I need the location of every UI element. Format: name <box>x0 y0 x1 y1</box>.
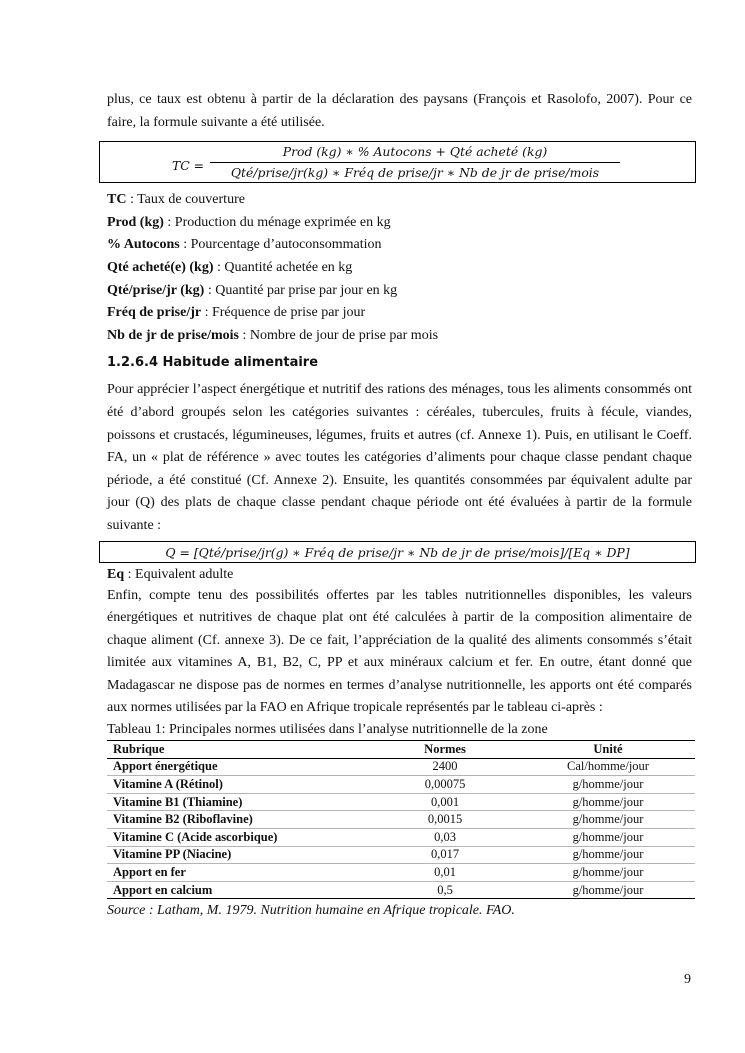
table-cell: 0,01 <box>369 864 521 882</box>
formula-tc-fraction <box>210 143 620 182</box>
definition-item <box>107 302 692 325</box>
section-paragraph: Pour apprécier l’aspect énergétique et nutritif des rations des ménages, tous les aliments consommés ont été d’abord groupés selon les catégories suivantes : céréales, tubercules, fruits à fécule, viandes, poissons et crustacés, légumineuses, légumes, fruits et autres (cf. Annexe 1). Puis, en utilisant le Coeff. FA, un « plat de référence » avec toutes les catégories d’aliments pour chaque classe pendant chaque période, a été constitué (Cf. Annexe 2). Ensuite, les quantités consommées par équivalent adulte par jour (Q) des plats de chaque classe pendant chaque période ont été évaluées à partir de la formule suivante : <box>107 382 692 533</box>
formula-q: Q = [Qté/prise/jr(g) ∗ Fréq de prise/jr ∗ Nb de jr de prise/mois]/[Eq ∗ DP] <box>165 544 630 560</box>
definition-desc: : Production du ménage exprimée en kg <box>163 214 391 230</box>
table-cell: Apport en fer <box>107 864 369 882</box>
table-cell: 0,00075 <box>369 776 521 794</box>
table-cell: g/homme/jour <box>521 776 695 794</box>
definition-item <box>107 212 692 235</box>
definition-item <box>107 280 692 303</box>
definition-term: TC <box>107 192 127 208</box>
formula-tc-box <box>99 141 696 183</box>
definition-item <box>107 189 692 212</box>
table-cell: 0,0015 <box>369 811 521 829</box>
table-cell: g/homme/jour <box>521 881 695 899</box>
table-cell: Vitamine C (Acide ascorbique) <box>107 829 369 847</box>
intro-paragraph: plus, ce taux est obtenu à partir de la déclaration des paysans (François et Rasolofo, 2007). Pour ce faire, la formule suivante a été utilisée. <box>107 92 692 130</box>
eq-definition <box>107 565 692 585</box>
definition-list <box>107 189 692 347</box>
definition-item <box>107 257 692 280</box>
table-cell: 0,001 <box>369 793 521 811</box>
table-cell: Vitamine B1 (Thiamine) <box>107 793 369 811</box>
table-cell: 0,5 <box>369 881 521 899</box>
source-note: Source : Latham, M. 1979. Nutrition humaine en Afrique tropicale. FAO. <box>107 903 515 919</box>
table-row <box>107 811 695 829</box>
table-row <box>107 846 695 864</box>
closing-paragraph: Enfin, compte tenu des possibilités offertes par les tables nutritionnelles disponibles, les valeurs énergétiques et nutritives de chaque plat ont été calculées à partir de la composition alimentaire de chaque aliment (Cf. annexe 3). De ce fait, l’appréciation de la qualité des aliments consommés s’était limitée aux vitamines A, B1, B2, C, PP et aux minéraux calcium et fer. En outre, étant donné que Madagascar ne dispose pas de normes en termes d’analyse nutritionnelle, les apports ont été comparés aux normes utilisées par la FAO en Afrique tropicale représentés par le tableau ci-après : <box>107 587 692 716</box>
table-cell: Cal/homme/jour <box>521 758 695 776</box>
definition-term: Prod (kg) <box>107 214 164 230</box>
definition-desc: : Taux de couverture <box>126 192 245 208</box>
table-cell: g/homme/jour <box>521 811 695 829</box>
definition-item <box>107 325 692 348</box>
definition-term: % Autocons <box>107 237 180 253</box>
table-cell: Apport énergétique <box>107 758 369 776</box>
table-row <box>107 881 695 899</box>
formula-tc-lhs: TC = <box>172 158 205 174</box>
section-heading: 1.2.6.4 Habitude alimentaire <box>107 355 319 371</box>
table-cell: Vitamine PP (Niacine) <box>107 846 369 864</box>
column-header: Rubrique <box>107 741 369 759</box>
table-row <box>107 793 695 811</box>
definition-desc: : Nombre de jour de prise par mois <box>238 327 439 343</box>
definition-desc: : Quantité achetée en kg <box>213 259 353 275</box>
page-number: 9 <box>684 972 691 987</box>
definition-term: Qté acheté(e) (kg) <box>107 259 214 275</box>
page-content <box>107 89 692 921</box>
definition-term: Eq <box>107 566 125 582</box>
fraction-bar <box>210 162 620 163</box>
table-cell: g/homme/jour <box>521 846 695 864</box>
formula-tc-numerator: Prod (kg) ∗ % Autocons + Qté acheté (kg) <box>282 144 548 160</box>
table-cell: 0,03 <box>369 829 521 847</box>
table-cell: 2400 <box>369 758 521 776</box>
table-row <box>107 864 695 882</box>
column-header: Normes <box>369 741 521 759</box>
table-header-row <box>107 741 695 759</box>
definition-term: Qté/prise/jr (kg) <box>107 282 205 298</box>
table-cell: g/homme/jour <box>521 864 695 882</box>
formula-tc-denominator: Qté/prise/jr(kg) ∗ Fréq de prise/jr ∗ Nb de jr de prise/mois <box>230 165 600 181</box>
definition-desc: : Equivalent adulte <box>124 566 234 582</box>
definition-item <box>107 234 692 257</box>
table-cell: g/homme/jour <box>521 793 695 811</box>
table-cell: g/homme/jour <box>521 829 695 847</box>
table-cell: Vitamine B2 (Riboflavine) <box>107 811 369 829</box>
table-row <box>107 776 695 794</box>
table-cell: Apport en calcium <box>107 881 369 899</box>
definition-term: Nb de jr de prise/mois <box>107 327 239 343</box>
table-caption: Tableau 1: Principales normes utilisées dans l’analyse nutritionnelle de la zone <box>107 722 548 738</box>
nutrition-norms-table <box>107 740 695 899</box>
column-header: Unité <box>521 741 695 759</box>
formula-q-box <box>99 541 696 563</box>
definition-desc: : Pourcentage d’autoconsommation <box>179 237 382 253</box>
table-row <box>107 758 695 776</box>
definition-term: Fréq de prise/jr <box>107 305 202 321</box>
definition-desc: : Quantité par prise par jour en kg <box>204 282 398 298</box>
table-cell: Vitamine A (Rétinol) <box>107 776 369 794</box>
table-row <box>107 829 695 847</box>
definition-desc: : Fréquence de prise par jour <box>201 305 366 321</box>
table-cell: 0,017 <box>369 846 521 864</box>
